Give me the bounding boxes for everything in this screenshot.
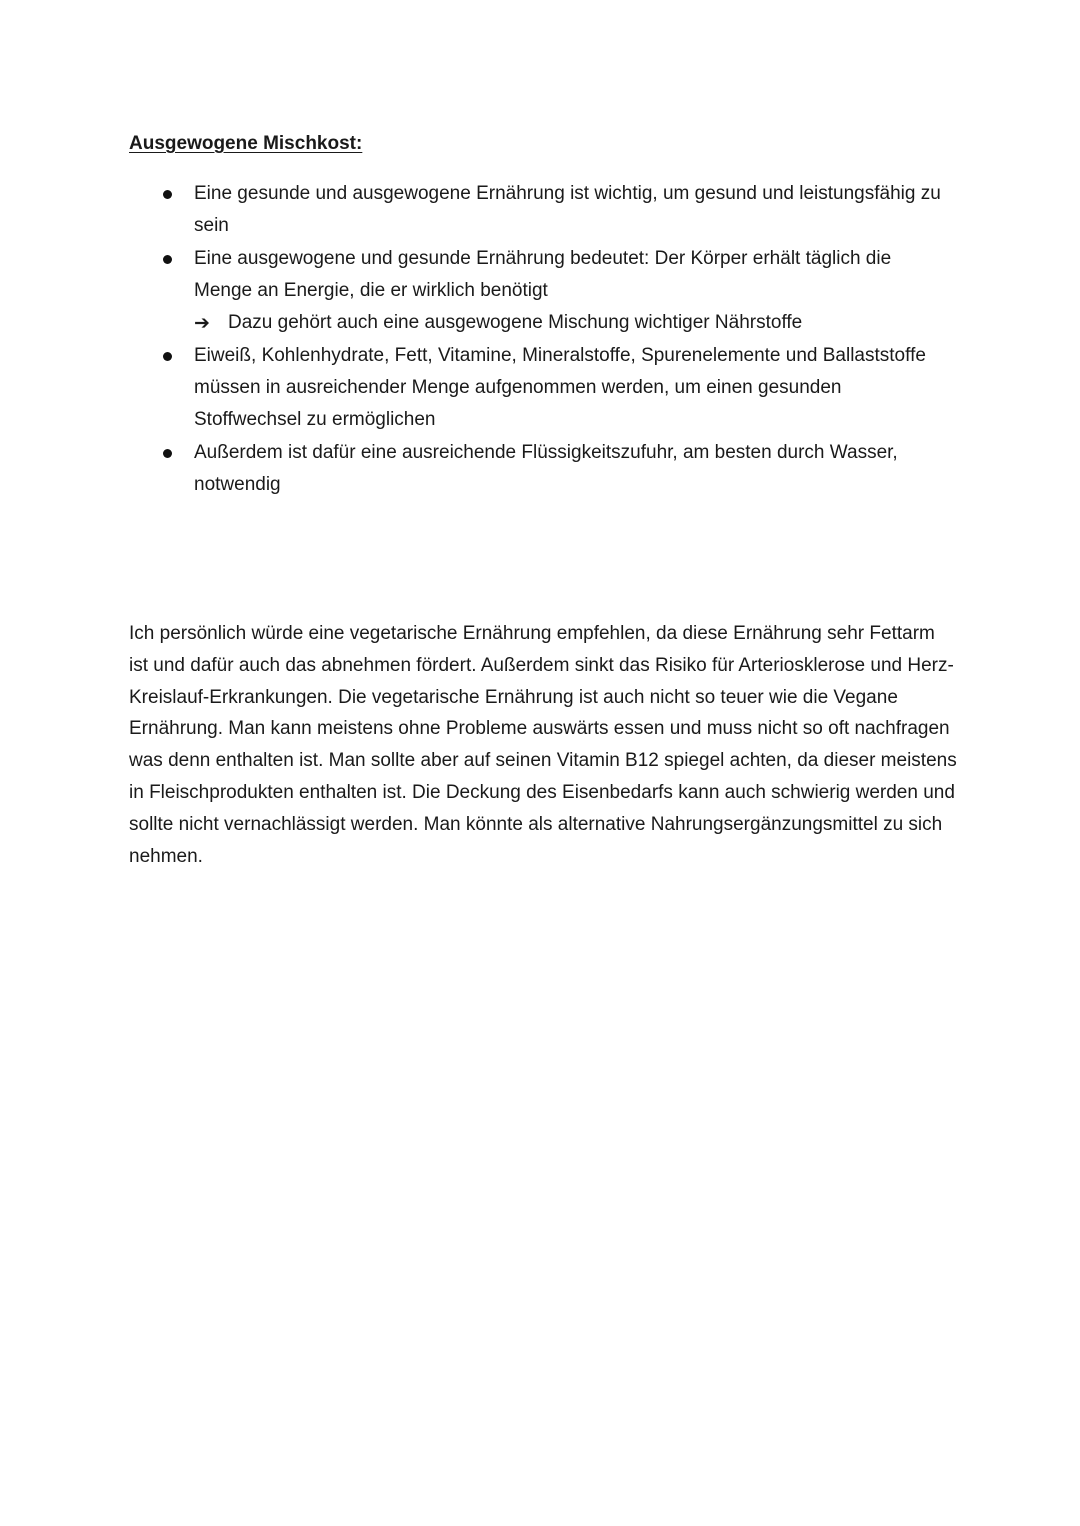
sub-item-text: Dazu gehört auch eine ausgewogene Mischung wichtiger Nährstoffe — [228, 312, 803, 333]
bullet-list — [129, 178, 949, 502]
list-item — [129, 340, 949, 436]
list-item-text: Eine gesunde und ausgewogene Ernährung ist wichtig, um gesund und leistungsfähig zu sein — [194, 183, 941, 236]
list-item-text: Eiweiß, Kohlenhydrate, Fett, Vitamine, Mineralstoffe, Spurenelemente und Ballaststoffe müssen in ausreichender Menge aufgenommen werden, um einen gesunden Stoffwechsel zu ermöglichen — [194, 345, 926, 430]
bullet-dot-icon — [163, 352, 172, 361]
list-item-text: Eine ausgewogene und gesunde Ernährung bedeutet: Der Körper erhält täglich die Menge an Energie, die er wirklich benötigt — [194, 248, 892, 301]
sub-item — [194, 307, 949, 339]
bullet-dot-icon — [163, 449, 172, 458]
list-item — [129, 243, 949, 339]
arrow-right-icon: ➔ — [194, 312, 210, 334]
list-item — [129, 178, 949, 242]
bullet-dot-icon — [163, 190, 172, 199]
list-item-text: Außerdem ist dafür eine ausreichende Flüssigkeitszufuhr, am besten durch Wasser, notwendig — [194, 442, 898, 495]
bullet-dot-icon — [163, 255, 172, 264]
list-item — [129, 437, 949, 501]
section-heading: Ausgewogene Mischkost: — [129, 133, 363, 154]
body-paragraph: Ich persönlich würde eine vegetarische Ernährung empfehlen, da diese Ernährung sehr Fettarm ist und dafür auch das abnehmen fördert. Außerdem sinkt das Risiko für Arteriosklerose und Herz-Kreislauf-Erkrankungen. Die vegetarische Ernährung ist auch nicht so teuer wie die Vegane Ernährung. Man kann meistens ohne Probleme auswärts essen und muss nicht so oft nachfragen was denn enthalten ist. Man sollte aber auf seinen Vitamin B12 spiegel achten, da dieser meistens in Fleischprodukten enthalten ist. Die Deckung des Eisenbedarfs kann auch schwierig werden und sollte nicht vernachlässigt werden. Man könnte als alternative Nahrungsergänzungsmittel zu sich nehmen. — [129, 623, 957, 867]
